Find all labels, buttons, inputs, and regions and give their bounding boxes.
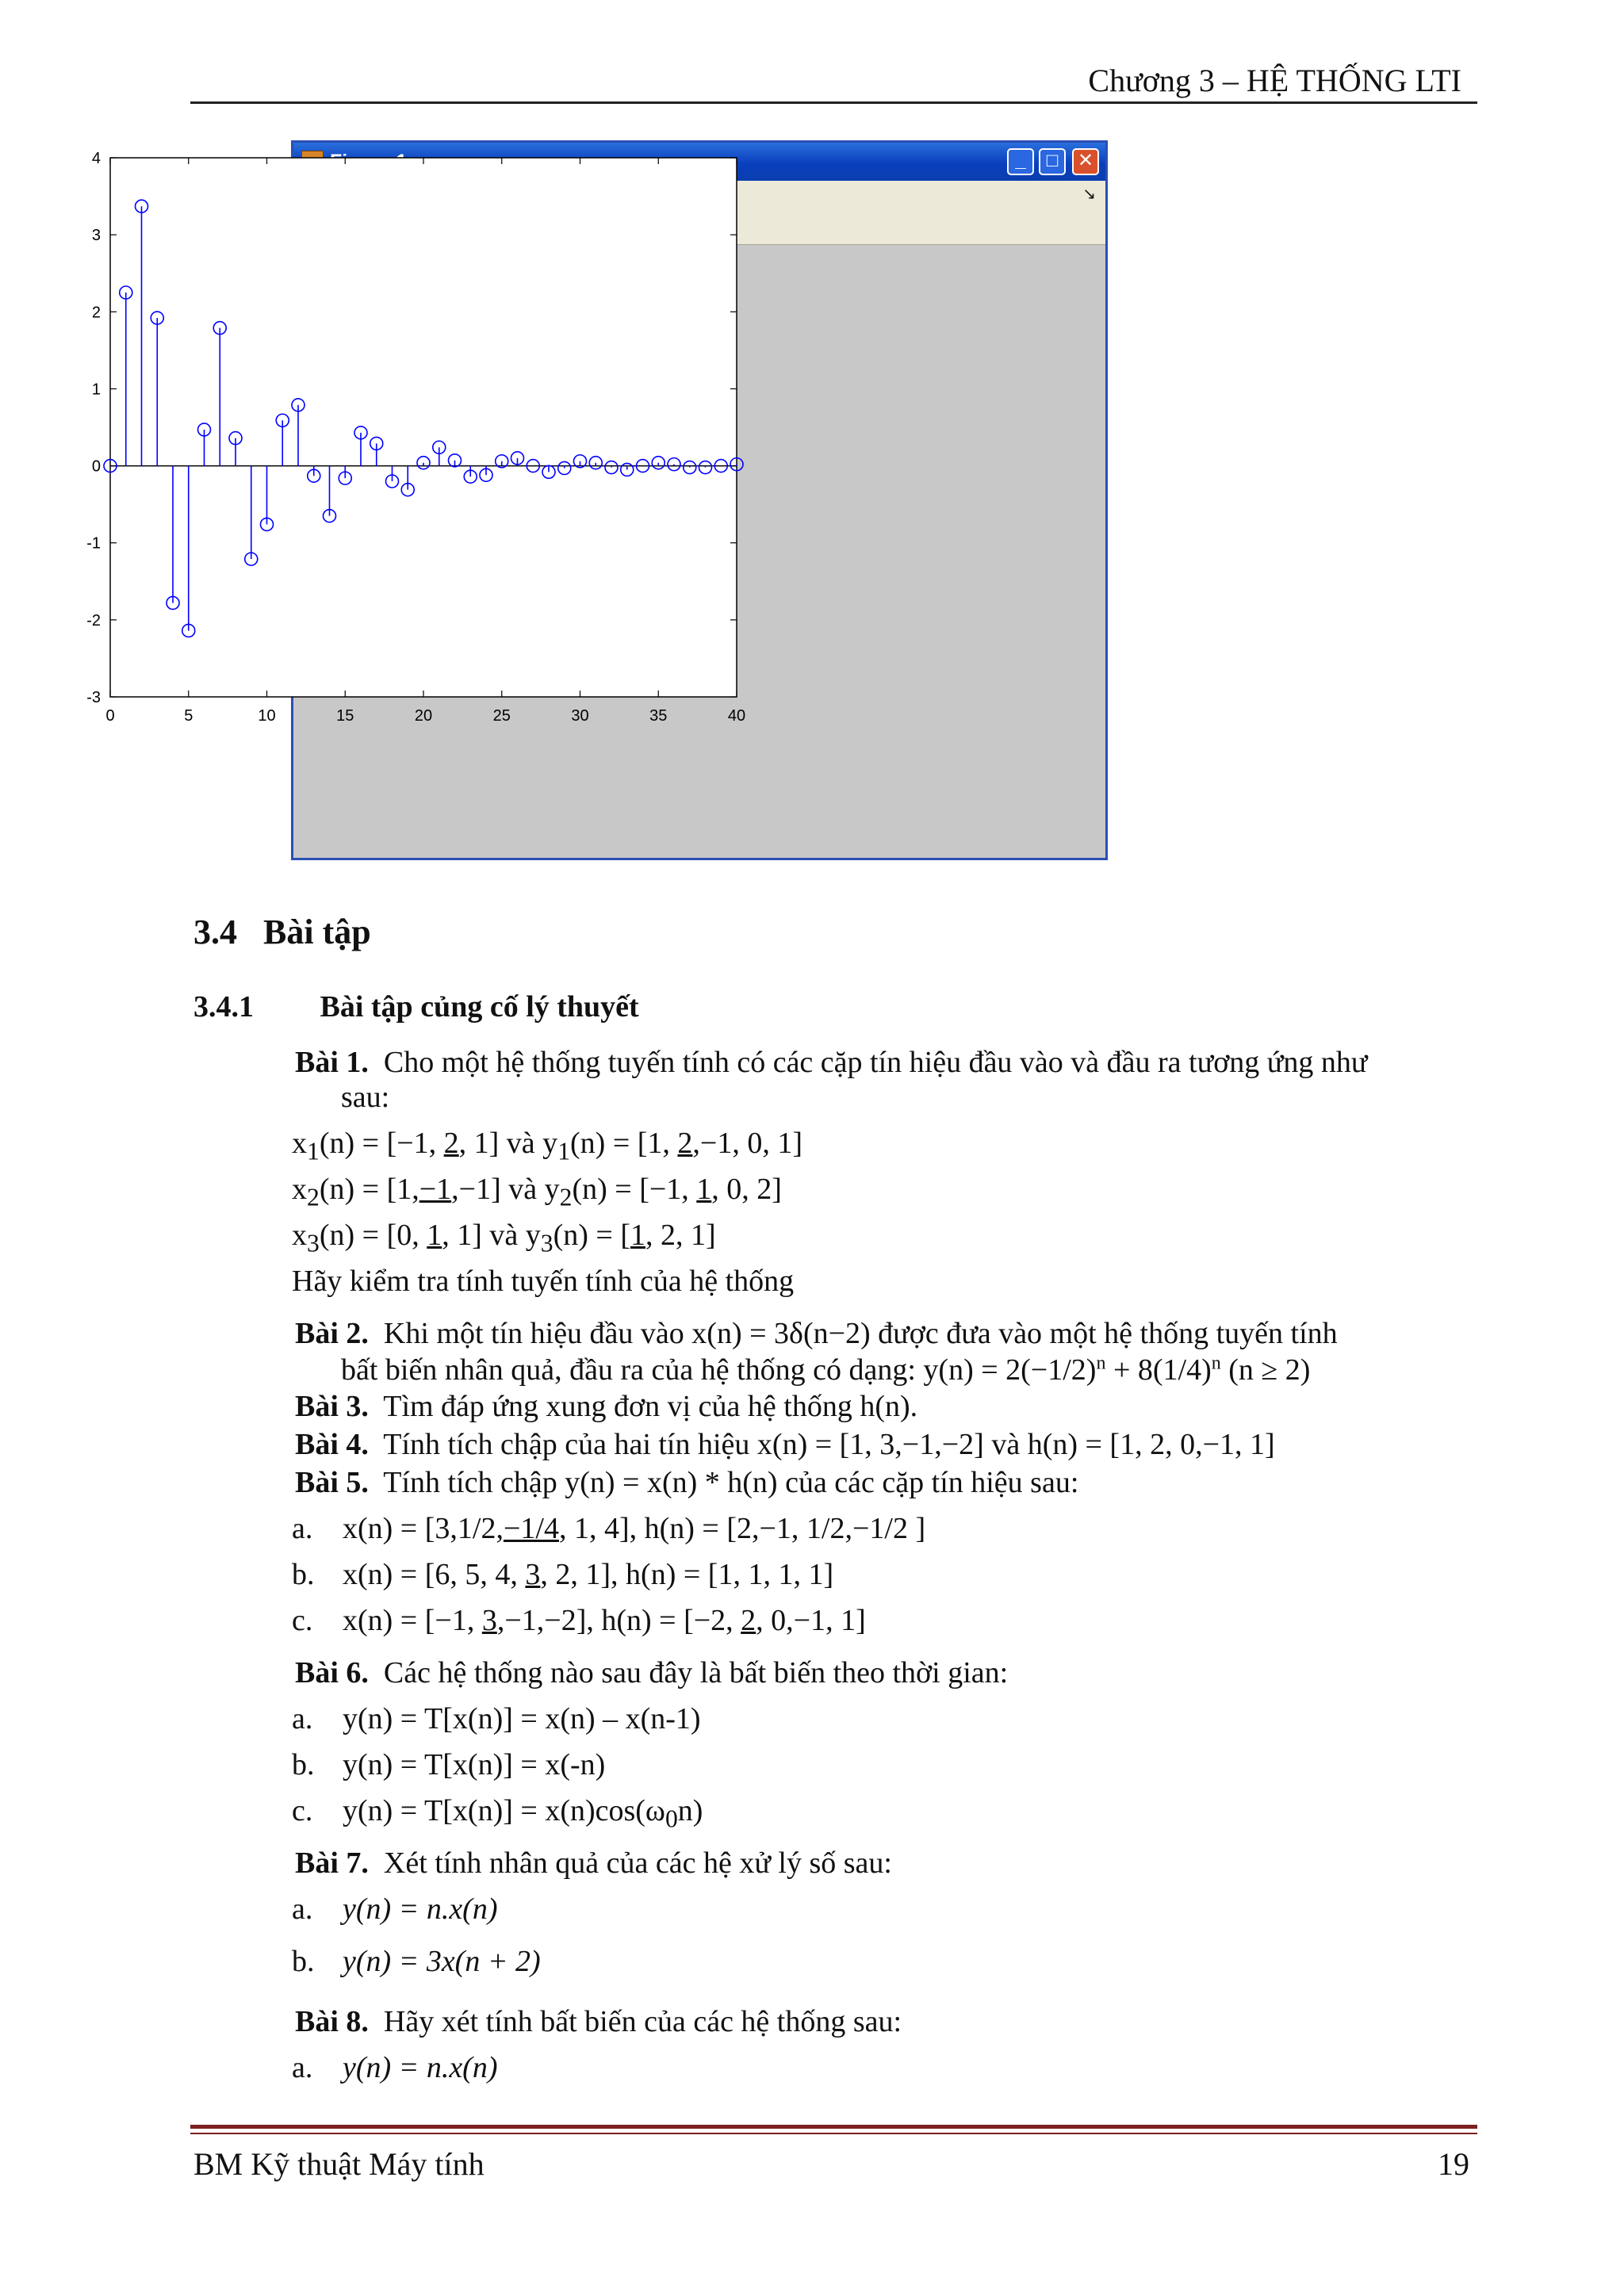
chapter-header: Chương 3 – HỆ THỐNG LTI <box>1088 63 1461 98</box>
exercise-text: Cho một hệ thống tuyến tính có các cặp tín hiệu đầu vào và đầu ra tương ứng như <box>383 1046 1368 1079</box>
y-tick-label: -1 <box>86 534 101 553</box>
signal-pair-1: $x_1(n) = [-1$, 2, 1] và $y_1(n) = [1$, 2,−1, 0, 1] <box>292 1127 803 1165</box>
exercise-7: Bài 7. Xét tính nhân quả của các hệ xử lý số sau: <box>295 1846 892 1880</box>
exercise-6: Bài 6. Các hệ thống nào sau đây là bất biến theo thời gian: <box>295 1656 1009 1689</box>
subsection-number: 3.4.1 <box>193 990 254 1024</box>
menu-overflow-icon[interactable]: ↘ <box>1082 186 1096 203</box>
exercise-7b: b. y(n) = 3x(n + 2) <box>292 1945 541 1978</box>
section-heading <box>193 912 371 952</box>
signal-pair-2: $x_2(n) = [1,-1,-1]$ và $y_2(n) = [-1$, 1, 0, 2] <box>292 1173 782 1211</box>
exercise-5a: a. x(n) = [3,1/2,−1/4, 1, 4], h(n) = [2,−1, 1/2,−1/2 ] <box>292 1512 926 1545</box>
x-tick-label: 0 <box>105 707 115 725</box>
x-tick-label: 5 <box>184 707 193 725</box>
exercise-3: Bài 3. Tìm đáp ứng xung đơn vị của hệ thống h(n). <box>295 1390 918 1423</box>
header-rule <box>190 101 1477 104</box>
section-title: Bài tập <box>263 913 371 951</box>
exercise-6c: c. $y(n) = T[x(n)] = x(n)\cos(\omega_0n)$ <box>292 1794 703 1833</box>
y-tick-label: 2 <box>91 304 101 322</box>
close-button[interactable]: ✕ <box>1072 148 1099 175</box>
exercise-label: Bài 1. <box>295 1046 369 1079</box>
exercise-7a: a. y(n) = n.x(n) <box>292 1892 498 1926</box>
y-tick-label: 1 <box>91 381 101 399</box>
exercise-5: Bài 5. Tính tích chập y(n) = x(n) * h(n) của các cặp tín hiệu sau: <box>295 1466 1079 1499</box>
x-tick-label: 25 <box>492 707 511 725</box>
exercise-2: Bài 2. Khi một tín hiệu đầu vào x(n) = 3δ(n−2) được đưa vào một hệ thống tuyến tính <box>295 1317 1338 1350</box>
y-tick-label: 3 <box>91 227 101 245</box>
y-tick-label: 0 <box>91 457 101 476</box>
stem-plot <box>86 150 1105 858</box>
x-tick-label: 10 <box>258 707 276 725</box>
y-tick-label: -2 <box>86 611 101 629</box>
exercise-1 <box>295 1045 1368 1080</box>
x-tick-label: 20 <box>414 707 433 725</box>
exercise-6b: b. y(n) = T[x(n)] = x(-n) <box>292 1748 606 1781</box>
exercise-2-cont: bất biến nhân quả, đầu ra của hệ thống có dạng: $y(n) = 2(-1/2)^n + 8(1/4)^n$ (n ≥ 2) <box>341 1353 1311 1387</box>
section-number: 3.4 <box>193 913 237 951</box>
y-tick-label: 4 <box>91 150 101 167</box>
exercise-6a: a. y(n) = T[x(n)] = x(n) – x(n-1) <box>292 1702 701 1735</box>
minimize-button[interactable]: _ <box>1007 148 1034 175</box>
footer-rule <box>190 2125 1477 2129</box>
exercise-8: Bài 8. Hãy xét tính bất biến của các hệ thống sau: <box>295 2005 902 2038</box>
x-tick-label: 30 <box>571 707 589 725</box>
axes-box <box>110 158 737 697</box>
exercise-5b: b. x(n) = [6, 5, 4, 3, 2, 1], h(n) = [1, 1, 1, 1] <box>292 1558 834 1591</box>
y-tick-label: -3 <box>86 689 101 706</box>
subsection-title: Bài tập củng cố lý thuyết <box>320 990 639 1024</box>
footer-rule-thin <box>190 2133 1477 2134</box>
subsection-heading <box>193 989 639 1024</box>
maximize-button[interactable]: □ <box>1039 148 1066 175</box>
page-number: 19 <box>1438 2146 1469 2182</box>
figure-canvas <box>86 150 1105 858</box>
footer-department: BM Kỹ thuật Máy tính <box>193 2146 485 2182</box>
exercise-5c: c. x(n) = [−1, 3,−1,−2], h(n) = [−2, 2, 0,−1, 1] <box>292 1604 866 1637</box>
figure-window <box>86 140 1108 860</box>
exercise-4: Bài 4. Tính tích chập của hai tín hiệu x(n) = [1, 3,−1,−2] và h(n) = [1, 2, 0,−1, 1] <box>295 1428 1275 1461</box>
x-tick-label: 40 <box>727 707 746 725</box>
signal-pair-3: $x_3(n) = [0$, 1, 1] và $y_3(n) = [1$, 2, 1] <box>292 1219 716 1257</box>
exercise-8a: a. y(n) = n.x(n) <box>292 2051 498 2084</box>
x-tick-label: 35 <box>649 707 668 725</box>
x-tick-label: 15 <box>336 707 354 725</box>
exercise-1-question: Hãy kiểm tra tính tuyến tính của hệ thống <box>292 1265 795 1298</box>
exercise-1-cont: sau: <box>341 1081 390 1114</box>
